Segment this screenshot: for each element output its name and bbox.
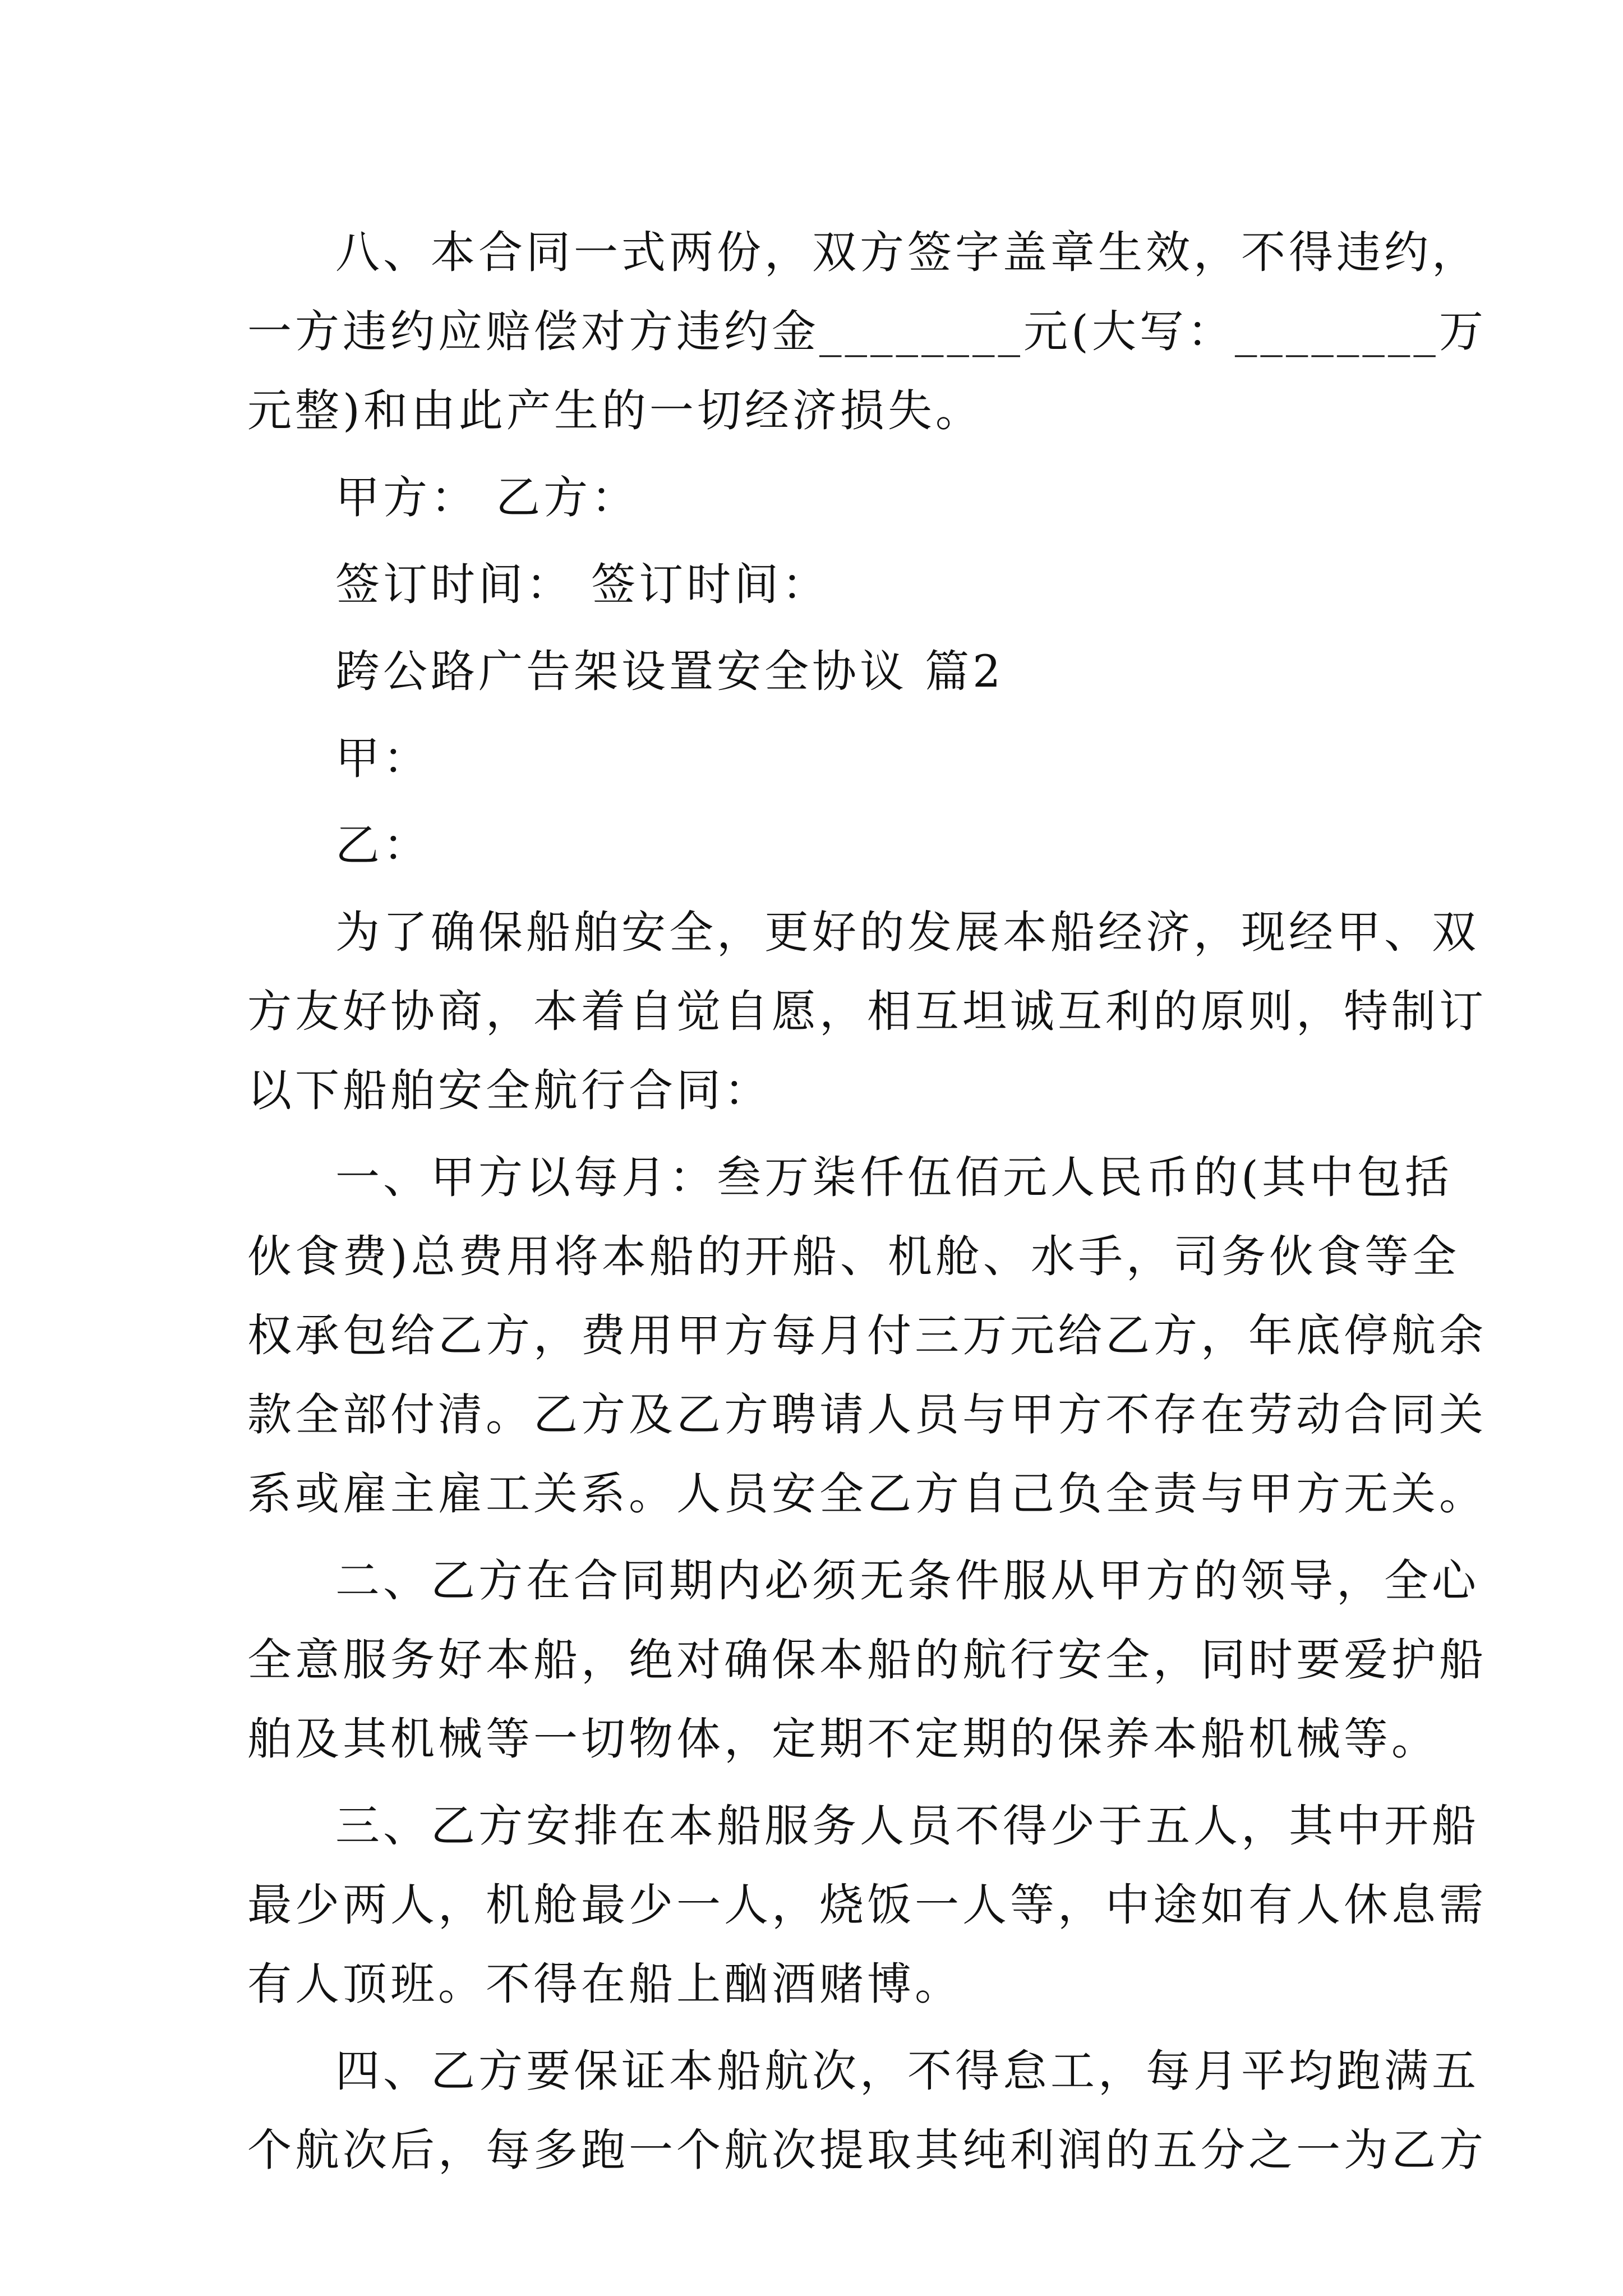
text-line: 乙： (335, 820, 431, 871)
text-line: 为了确保船舶安全，更好的发展本船经济，现经甲、双 (335, 907, 1479, 958)
text-line: 方友好协商，本着自觉自愿，相互坦诚互利的原则，特制订 (247, 986, 1487, 1037)
text-line: 全意服务好本船，绝对确保本船的航行安全，同时要爱护船 (247, 1634, 1487, 1686)
text-line: 一方违约应赔偿对方违约金________元(大写：________万 (247, 306, 1487, 357)
text-line: 以下船舶安全航行合同： (247, 1065, 772, 1116)
text-line: 甲方： 乙方： (335, 472, 639, 523)
text-line: 款全部付清。乙方及乙方聘请人员与甲方不存在劳动合同关 (247, 1389, 1487, 1441)
text-line: 元整)和由此产生的一切经济损失。 (247, 385, 983, 436)
text-line: 最少两人，机舱最少一人，烧饭一人等，中途如有人休息需 (247, 1879, 1487, 1931)
text-line: 有人顶班。不得在船上酗酒赌博。 (247, 1958, 962, 2010)
text-line: 个航次后，每多跑一个航次提取其纯利润的五分之一为乙方 (247, 2124, 1487, 2176)
text-line: 系或雇主雇工关系。人员安全乙方自己负全责与甲方无关。 (247, 1468, 1487, 1520)
text-line: 签订时间： 签订时间： (335, 559, 830, 610)
text-line: 甲： (335, 733, 431, 784)
text-line: 四、乙方要保证本船航次，不得怠工，每月平均跑满五 (335, 2045, 1479, 2097)
text-line: 舶及其机械等一切物体，定期不定期的保养本船机械等。 (247, 1713, 1439, 1765)
text-line: 跨公路广告架设置安全协议 篇2 (335, 646, 1004, 697)
text-line: 权承包给乙方，费用甲方每月付三万元给乙方，年底停航余 (247, 1310, 1487, 1361)
document-body (247, 213, 1487, 2190)
text-line: 八、本合同一式两份，双方签字盖章生效，不得违约， (335, 227, 1479, 278)
text-line: 一、甲方以每月：叁万柒仟伍佰元人民币的(其中包括 (335, 1152, 1453, 1203)
text-line: 三、乙方安排在本船服务人员不得少于五人，其中开船 (335, 1800, 1479, 1852)
text-line: 伙食费)总费用将本船的开船、机舱、水手，司务伙食等全 (247, 1231, 1460, 1282)
text-line: 二、乙方在合同期内必须无条件服从甲方的领导，全心 (335, 1555, 1479, 1607)
